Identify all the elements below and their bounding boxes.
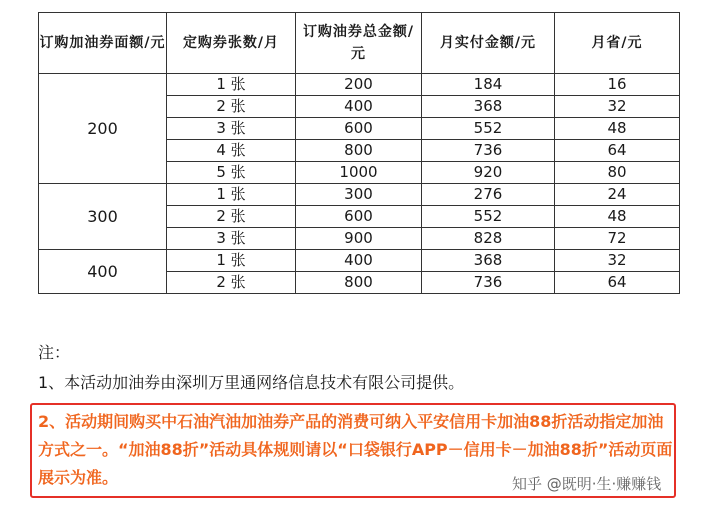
paid-cell: 920 (422, 162, 555, 184)
total-cell: 800 (296, 272, 422, 294)
note-item-2: 2、活动期间购买中石油汽油加油券产品的消费可纳入平安信用卡加油88折活动指定加油方式之一。“加油88折”活动具体规则请以“口袋银行APP－信用卡－加油88折”活动页面展示为准。 (38, 412, 673, 487)
table-row (39, 74, 680, 96)
saved-cell: 64 (555, 272, 680, 294)
header-face-value: 订购加油券面额/元 (39, 13, 167, 74)
note-item-1: 1、本活动加油券由深圳万里通网络信息技术有限公司提供。 (38, 373, 465, 392)
notes-label: 注： (38, 343, 71, 362)
count-cell: 4 张 (167, 140, 296, 162)
count-cell: 2 张 (167, 272, 296, 294)
paid-cell: 828 (422, 228, 555, 250)
paid-cell: 276 (422, 184, 555, 206)
paid-cell: 552 (422, 118, 555, 140)
count-cell: 2 张 (167, 96, 296, 118)
face-value-cell: 400 (39, 250, 167, 294)
count-cell: 3 张 (167, 118, 296, 140)
saved-cell: 24 (555, 184, 680, 206)
saved-cell: 64 (555, 140, 680, 162)
paid-cell: 736 (422, 272, 555, 294)
saved-cell: 16 (555, 74, 680, 96)
header-paid: 月实付金额/元 (422, 13, 555, 74)
count-cell: 1 张 (167, 184, 296, 206)
total-cell: 200 (296, 74, 422, 96)
face-value-cell: 300 (39, 184, 167, 250)
header-total: 订购油券总金额/元 (296, 13, 422, 74)
table-row (39, 250, 680, 272)
saved-cell: 80 (555, 162, 680, 184)
header-saved: 月省/元 (555, 13, 680, 74)
count-cell: 5 张 (167, 162, 296, 184)
total-cell: 400 (296, 250, 422, 272)
notes-section (38, 342, 465, 392)
total-cell: 900 (296, 228, 422, 250)
coupon-table-container (38, 12, 679, 294)
watermark: 知乎 @既明·生·赚赚钱 (512, 475, 662, 493)
paid-cell: 552 (422, 206, 555, 228)
count-cell: 1 张 (167, 250, 296, 272)
paid-cell: 736 (422, 140, 555, 162)
count-cell: 2 张 (167, 206, 296, 228)
paid-cell: 368 (422, 96, 555, 118)
total-cell: 600 (296, 206, 422, 228)
saved-cell: 32 (555, 96, 680, 118)
table-body (39, 74, 680, 294)
saved-cell: 48 (555, 206, 680, 228)
count-cell: 1 张 (167, 74, 296, 96)
paid-cell: 368 (422, 250, 555, 272)
header-count: 定购券张数/月 (167, 13, 296, 74)
total-cell: 800 (296, 140, 422, 162)
count-cell: 3 张 (167, 228, 296, 250)
saved-cell: 48 (555, 118, 680, 140)
total-cell: 300 (296, 184, 422, 206)
total-cell: 1000 (296, 162, 422, 184)
total-cell: 400 (296, 96, 422, 118)
table-row (39, 184, 680, 206)
paid-cell: 184 (422, 74, 555, 96)
coupon-table (38, 12, 680, 294)
face-value-cell: 200 (39, 74, 167, 184)
saved-cell: 72 (555, 228, 680, 250)
saved-cell: 32 (555, 250, 680, 272)
table-header-row (39, 13, 680, 74)
total-cell: 600 (296, 118, 422, 140)
